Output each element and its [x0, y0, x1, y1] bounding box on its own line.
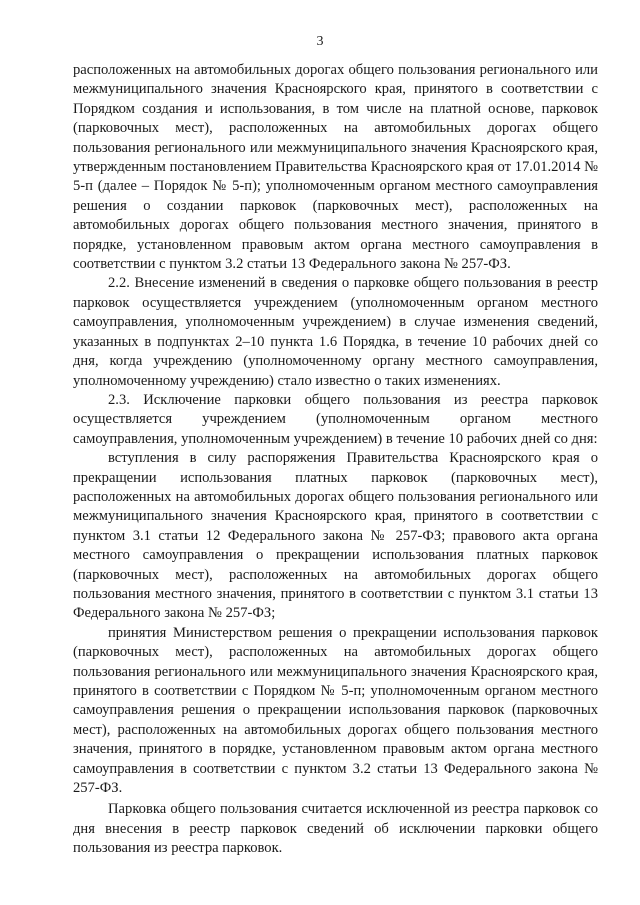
paragraph-ministry-decision: принятия Министерством решения о прекращении использования парковок (парковочных мест), расположенных на автомобильных дорогах общего пользования регионального или межмуниципального значения Красноярского края, принятого в соответствии с Порядком № 5-п; уполномоченным органом местного самоуправления решения о прекращении использования парковок (парковочных мест), расположенных на автомобильных дорогах общего пользования местного значения, принятого в порядке, установленном правовым актом органа местного самоуправления в соответствии с пунктом 3.2 статьи 13 Федерального закона № 257-ФЗ.: [73, 624, 598, 797]
paragraph-entry-into-force: вступления в силу распоряжения Правительства Красноярского края о прекращении использования платных парковок (парковочных мест), расположенных на автомобильных дорогах общего пользования регионального или межмуниципального значения Красноярского края, принятого в соответствии с пунктом 3.1 статьи 12 Федерального закона № 257-ФЗ; правового акта органа местного самоуправления о прекращении использования платных парковок (парковочных мест), расположенных на автомобильных дорогах общего пользования местного значения, принятого в соответствии с пунктом 3.1 статьи 13 Федерального закона № 257-ФЗ;: [73, 450, 598, 622]
paragraph-continuation: расположенных на автомобильных дорогах общего пользования регионального или межмуниципального значения Красноярского края, принятого в соответствии с Порядком создания и использования, в том числе на платной основе, парковок (парковочных мест), расположенных на автомобильных дорогах общего пользования регионального или межмуниципального значения Красноярского края, утвержденным постановлением Правительства Красноярского края от 17.01.2014 № 5-п (далее – Порядок № 5-п); уполномоченным органом местного самоуправления решения о создании парковок (парковочных мест), расположенных на автомобильных дорогах общего пользования местного значения, принятого в порядке, установленном правовым актом органа местного самоуправления в соответствии с пунктом 3.2 статьи 13 Федерального закона № 257-ФЗ.: [73, 62, 598, 273]
page-number: 3: [316, 34, 324, 49]
paragraph-2-3: 2.3. Исключение парковки общего пользования из реестра парковок осуществляется учреждением (уполномоченным органом местного самоуправления, уполномоченным учреждением) в течение 10 рабочих дней со дня:: [73, 391, 598, 447]
document-body: [73, 61, 598, 859]
paragraph-exclusion-rule: Парковка общего пользования считается исключенной из реестра парковок со дня внесения в реестр парковок сведений об исключении парковки общего пользования из реестра парковок.: [73, 801, 598, 857]
paragraph-2-2: 2.2. Внесение изменений в сведения о парковке общего пользования в реестр парковок осуществляется учреждением (уполномоченным органом местного самоуправления, уполномоченным учреждением) в случае изменения сведений, указанных в подпунктах 2–10 пункта 1.6 Порядка, в течение 10 рабочих дней со дня, когда учреждению (уполномоченному органу местного самоуправления, уполномоченному учреждению) стало известно о таких изменениях.: [73, 275, 598, 389]
